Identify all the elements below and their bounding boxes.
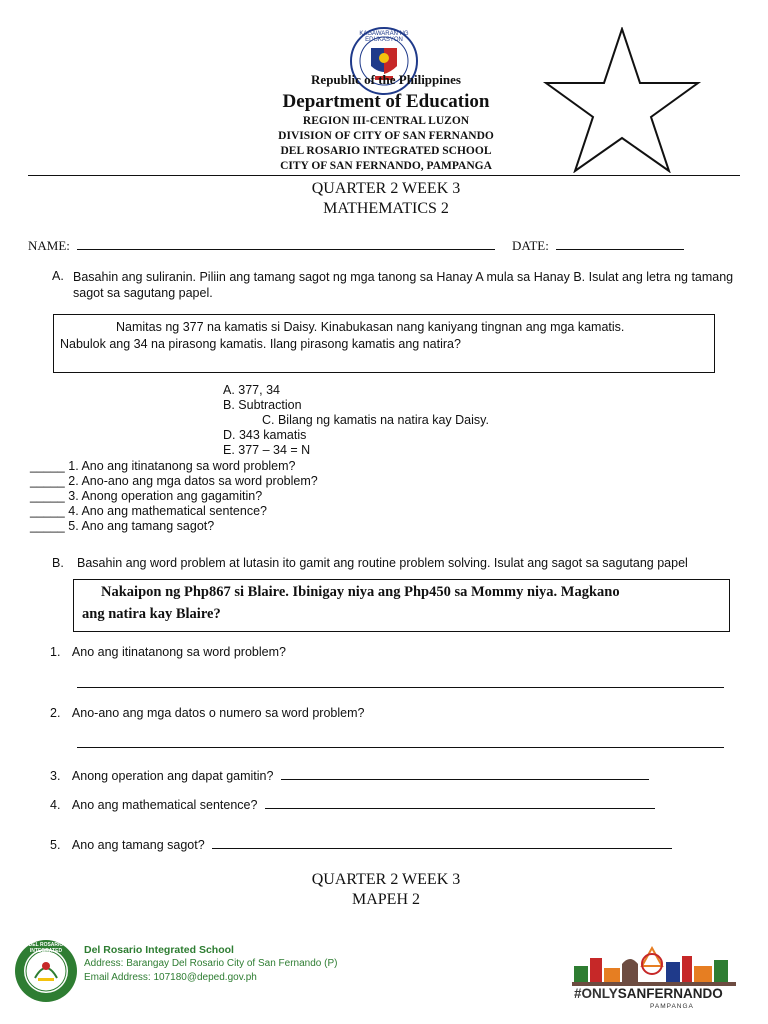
footer-school: Del Rosario Integrated School bbox=[84, 944, 234, 956]
part-a-questions bbox=[30, 459, 318, 534]
question-text: Anong operation ang dapat gamitin? bbox=[71, 769, 274, 783]
part-a-problem-box bbox=[53, 314, 715, 373]
part-b-q4 bbox=[50, 796, 655, 812]
part-b-problem-line2: ang natira kay Blaire? bbox=[82, 606, 221, 622]
hashtag-logo bbox=[574, 986, 723, 1001]
question-text: Ano ang tamang sagot? bbox=[71, 838, 205, 852]
choice-c: C. Bilang ng kamatis na natira kay Daisy. bbox=[262, 413, 489, 427]
part-b-q3 bbox=[50, 767, 649, 783]
question-number: 2. bbox=[50, 706, 61, 720]
list-item[interactable] bbox=[30, 504, 318, 519]
answer-line-q2[interactable] bbox=[77, 747, 724, 748]
seal-text: KAGAWARAN NG EDUKASYON bbox=[359, 31, 409, 43]
date-line[interactable] bbox=[556, 237, 684, 250]
province-label: PAMPANGA bbox=[650, 1003, 694, 1010]
city-label: CITY OF SAN FERNANDO, PAMPANGA bbox=[280, 160, 492, 172]
part-b-instruction: Basahin ang word problem at lutasin ito gamit ang routine problem solving. Isulat ang sagot sa sagutang papel bbox=[77, 556, 688, 570]
question-text: 3. Anong operation ang gagamitin? bbox=[68, 489, 263, 503]
part-a-instruction: Basahin ang suliranin. Piliin ang tamang sagot ng mga tanong sa Hanay A mula sa Hanay B. Isulat ang letra ng tamang sagot sa sagutang papel. bbox=[73, 270, 734, 300]
question-text: Ano ang itinatanong sa word problem? bbox=[71, 645, 286, 659]
name-line[interactable] bbox=[77, 237, 495, 250]
question-text: Ano-ano ang mga datos o numero sa word problem? bbox=[71, 706, 365, 720]
answer-line-q1[interactable] bbox=[77, 687, 724, 688]
city-skyline-logo bbox=[570, 944, 740, 988]
question-number: 5. bbox=[50, 838, 61, 852]
division-label: DIVISION OF CITY OF SAN FERNANDO bbox=[278, 130, 494, 142]
answer-blank[interactable]: _____ bbox=[30, 519, 65, 533]
part-a-letter: A. bbox=[52, 269, 64, 283]
part-a-problem-line2: Nabulok ang 34 na pirasong kamatis. Ilang pirasong kamatis ang natira? bbox=[60, 337, 461, 351]
part-b-q1 bbox=[50, 645, 286, 659]
quarter-title: QUARTER 2 WEEK 3 bbox=[311, 180, 461, 197]
part-b-problem-box bbox=[73, 579, 730, 632]
part-b-letter: B. bbox=[52, 556, 64, 570]
answer-blank[interactable]: _____ bbox=[30, 504, 65, 518]
hashtag-main: SANFERNANDO bbox=[617, 986, 723, 1001]
question-text: Ano ang mathematical sentence? bbox=[71, 798, 258, 812]
date-label: DATE: bbox=[512, 238, 549, 253]
choice-d: D. 343 kamatis bbox=[223, 428, 307, 442]
school-label: DEL ROSARIO INTEGRATED SCHOOL bbox=[280, 145, 492, 157]
answer-blank[interactable]: _____ bbox=[30, 459, 65, 473]
header-divider bbox=[28, 175, 740, 176]
answer-blank[interactable]: _____ bbox=[30, 474, 65, 488]
question-number: 4. bbox=[50, 798, 61, 812]
answer-line-q5[interactable] bbox=[212, 836, 672, 849]
mapeh-quarter-title: QUARTER 2 WEEK 3 bbox=[311, 871, 461, 888]
part-b-q5 bbox=[50, 836, 672, 852]
name-field[interactable] bbox=[28, 237, 495, 254]
question-number: 1. bbox=[50, 645, 61, 659]
mapeh-subject-title: MAPEH 2 bbox=[351, 891, 420, 908]
choice-e: E. 377 – 34 = N bbox=[223, 443, 311, 457]
list-item[interactable] bbox=[30, 519, 318, 534]
question-text: 4. Ano ang mathematical sentence? bbox=[68, 504, 267, 518]
department-title: Department of Education bbox=[282, 91, 490, 112]
question-text: 5. Ano ang tamang sagot? bbox=[68, 519, 215, 533]
date-field[interactable] bbox=[512, 237, 684, 254]
list-item[interactable] bbox=[30, 489, 318, 504]
hashtag-prefix: #ONLY bbox=[574, 986, 618, 1001]
part-b-problem-line1: Nakaipon ng Php867 si Blaire. Ibinigay niya ang Php450 sa Mommy niya. Magkano bbox=[101, 584, 620, 600]
list-item[interactable] bbox=[30, 459, 318, 474]
part-a-problem-line1: Namitas ng 377 na kamatis si Daisy. Kinabukasan nang kaniyang tingnan ang mga kamatis. bbox=[116, 320, 625, 334]
part-b-q2 bbox=[50, 706, 364, 720]
subject-title: MATHEMATICS 2 bbox=[323, 200, 449, 217]
answer-line-q4[interactable] bbox=[265, 796, 655, 809]
name-label: NAME: bbox=[28, 238, 70, 253]
answer-blank[interactable]: _____ bbox=[30, 489, 65, 503]
footer-email: Email Address: 107180@deped.gov.ph bbox=[84, 972, 257, 983]
school-logo-text: DEL ROSARIO INTEGRATED bbox=[28, 942, 64, 954]
question-text: 2. Ano-ano ang mga datos sa word problem? bbox=[68, 474, 318, 488]
list-item[interactable] bbox=[30, 474, 318, 489]
choices-list bbox=[223, 383, 489, 458]
footer-address: Address: Barangay Del Rosario City of San Fernando (P) bbox=[84, 958, 338, 969]
republic-label: Republic of the Philippines bbox=[311, 72, 461, 87]
choice-a: A. 377, 34 bbox=[223, 383, 280, 397]
question-number: 3. bbox=[50, 769, 61, 783]
region-label: REGION III-CENTRAL LUZON bbox=[302, 115, 470, 127]
question-text: 1. Ano ang itinatanong sa word problem? bbox=[68, 459, 296, 473]
star-icon bbox=[542, 27, 702, 173]
answer-line-q3[interactable] bbox=[281, 767, 649, 780]
choice-b: B. Subtraction bbox=[223, 398, 302, 412]
